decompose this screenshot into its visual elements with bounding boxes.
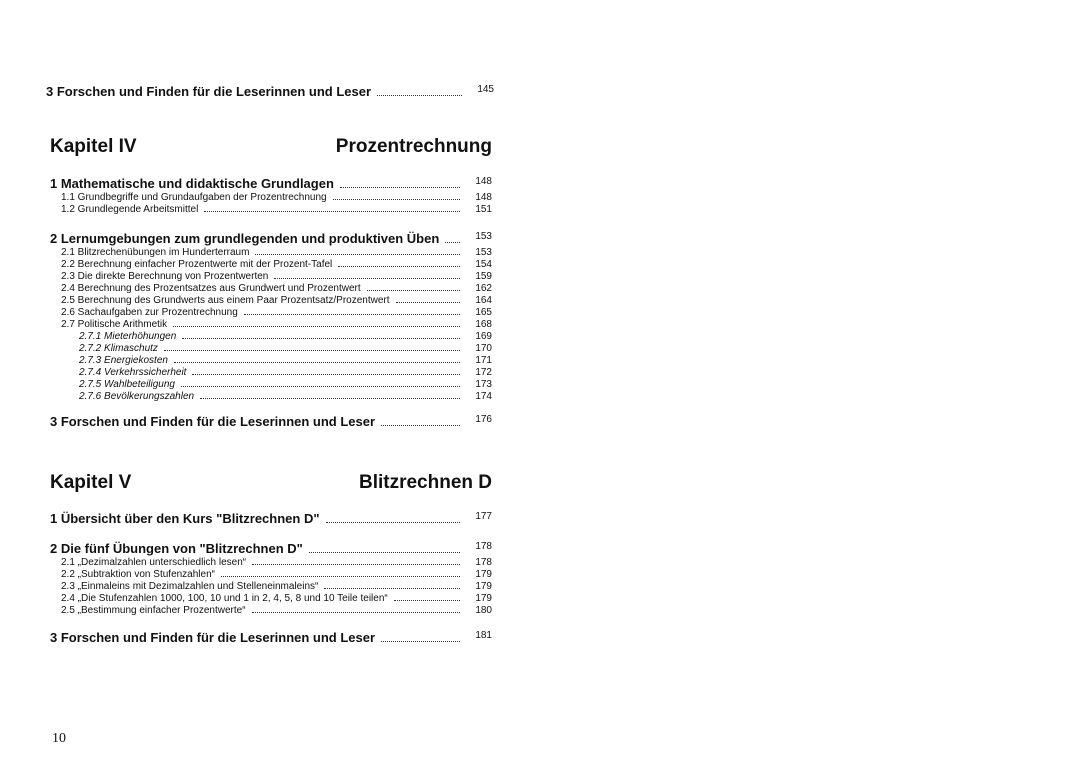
toc-page-number: 181 xyxy=(475,630,492,641)
toc-entry-label: 2.5 Berechnung des Grundwerts aus einem Paar Prozentsatz/Prozentwert xyxy=(61,295,390,306)
toc-entry-label: 2.7.6 Bevölkerungszahlen xyxy=(79,391,195,402)
toc-page-number: 170 xyxy=(475,343,492,354)
toc-subsection-row xyxy=(50,319,492,331)
toc-entry-label: 2.5 „Bestimmung einfacher Prozentwerte“ xyxy=(61,605,246,616)
leader-dots xyxy=(204,211,460,212)
toc-page-number: 169 xyxy=(475,331,492,342)
leader-dots xyxy=(174,362,460,363)
toc-entry-label: 1.1 Grundbegriffe und Grundaufgaben der Prozentrechnung xyxy=(61,192,327,203)
toc-entry-label: 3 Forschen und Finden für die Leserinnen und Leser xyxy=(50,414,376,429)
toc-section-row xyxy=(46,84,494,100)
toc-section-row xyxy=(50,541,492,557)
leader-dots xyxy=(324,588,460,589)
toc-page-number: 174 xyxy=(475,391,492,402)
leader-dots xyxy=(221,576,460,577)
toc-entry-label: 2.1 „Dezimalzahlen unterschiedlich lesen“ xyxy=(61,557,247,568)
toc-page-number: 162 xyxy=(475,283,492,294)
chapter-4-heading xyxy=(50,136,492,158)
chapter-title: Prozentrechnung xyxy=(335,136,492,157)
toc-subsubsection-row xyxy=(50,379,492,391)
toc-subsubsection-row xyxy=(50,367,492,379)
toc-page-number: 148 xyxy=(475,176,492,187)
chapter-5-heading xyxy=(50,472,492,494)
toc-page-number: 176 xyxy=(475,414,492,425)
leader-dots xyxy=(445,242,460,243)
leader-dots xyxy=(181,386,460,387)
toc-page-number: 145 xyxy=(477,84,494,95)
toc-section-row xyxy=(50,630,492,646)
leader-dots xyxy=(200,398,460,399)
chapter-4-section-1 xyxy=(50,176,492,216)
toc-page-number: 179 xyxy=(475,593,492,604)
toc-entry-label: 2.2 Berechnung einfacher Prozentwerte mit der Prozent-Tafel xyxy=(61,259,333,270)
toc-entry-label: 2.4 „Die Stufenzahlen 1000, 100, 10 und 1 in 2, 4, 5, 8 und 10 Teile teilen“ xyxy=(61,593,388,604)
toc-subsection-row xyxy=(50,307,492,319)
toc-page-number: 172 xyxy=(475,367,492,378)
leader-dots xyxy=(164,350,460,351)
chapter-5-section-2 xyxy=(50,541,492,617)
toc-entry-label: 3 Forschen und Finden für die Leserinnen und Leser xyxy=(50,630,376,645)
toc-subsection-row xyxy=(50,204,492,216)
toc-page-number: 151 xyxy=(475,204,492,215)
leader-dots xyxy=(340,187,460,188)
chapter-5-section-1 xyxy=(50,511,492,527)
toc-entry-label: 2.3 Die direkte Berechnung von Prozentwerten xyxy=(61,271,269,282)
toc-entry-label: 2.6 Sachaufgaben zur Prozentrechnung xyxy=(61,307,238,318)
toc-entry-label: 2.1 Blitzrechenübungen im Hunderterraum xyxy=(61,247,250,258)
toc-entry-label: 2.7.4 Verkehrssicherheit xyxy=(79,367,187,378)
leader-dots xyxy=(367,290,460,291)
toc-page-number: 168 xyxy=(475,319,492,330)
leader-dots xyxy=(255,254,460,255)
toc-entry-label: 2.4 Berechnung des Prozentsatzes aus Grundwert und Prozentwert xyxy=(61,283,361,294)
toc-section-row xyxy=(50,231,492,247)
toc-page-number: 159 xyxy=(475,271,492,282)
toc-entry-label: 2 Die fünf Übungen von "Blitzrechnen D" xyxy=(50,541,303,556)
leader-dots xyxy=(396,302,460,303)
toc-subsection-row xyxy=(50,605,492,617)
toc-subsection-row xyxy=(50,192,492,204)
chapter-4-section-2 xyxy=(50,231,492,403)
toc-subsection-row xyxy=(50,581,492,593)
chapter-label: Kapitel IV xyxy=(50,136,137,157)
toc-page-number: 173 xyxy=(475,379,492,390)
toc-page-number: 179 xyxy=(475,581,492,592)
toc-section-row xyxy=(50,511,492,527)
leader-dots xyxy=(377,95,462,96)
toc-subsection-row xyxy=(50,271,492,283)
toc-subsubsection-row xyxy=(50,343,492,355)
toc-subsection-row xyxy=(50,295,492,307)
leader-dots xyxy=(381,641,460,642)
leader-dots xyxy=(381,425,460,426)
chapter-title: Blitzrechnen D xyxy=(358,472,492,493)
toc-section-row xyxy=(50,414,492,430)
toc-entry-label: 2.7 Politische Arithmetik xyxy=(61,319,168,330)
toc-section-row xyxy=(50,176,492,192)
toc-subsection-row xyxy=(50,283,492,295)
leader-dots xyxy=(244,314,460,315)
toc-entry-label: 1.2 Grundlegende Arbeitsmittel xyxy=(61,204,199,215)
toc-page-number: 164 xyxy=(475,295,492,306)
toc-entry-label: 2.7.2 Klimaschutz xyxy=(79,343,158,354)
toc-subsection-row xyxy=(50,247,492,259)
leader-dots xyxy=(182,338,460,339)
toc-page-number: 180 xyxy=(475,605,492,616)
toc-page-number: 153 xyxy=(475,231,492,242)
leader-dots xyxy=(173,326,460,327)
leader-dots xyxy=(252,564,460,565)
toc-top-entry xyxy=(46,84,494,100)
toc-subsubsection-row xyxy=(50,391,492,403)
leader-dots xyxy=(333,199,460,200)
leader-dots xyxy=(394,600,460,601)
toc-page-number: 153 xyxy=(475,247,492,258)
chapter-4-section-3 xyxy=(50,414,492,430)
toc-entry-label: 1 Übersicht über den Kurs "Blitzrechnen D" xyxy=(50,511,320,526)
toc-page-number: 179 xyxy=(475,569,492,580)
leader-dots xyxy=(252,612,460,613)
toc-entry-label: 2.7.5 Wahlbeteiligung xyxy=(79,379,175,390)
toc-page-number: 177 xyxy=(475,511,492,522)
toc-entry-label: 2.2 „Subtraktion von Stufenzahlen“ xyxy=(61,569,215,580)
toc-entry-label: 2.7.1 Mieterhöhungen xyxy=(79,331,177,342)
toc-page-number: 178 xyxy=(475,557,492,568)
leader-dots xyxy=(192,374,460,375)
toc-entry-label: 3 Forschen und Finden für die Leserinnen und Leser xyxy=(46,84,372,99)
toc-page-number: 171 xyxy=(475,355,492,366)
toc-entry-label: 2.7.3 Energiekosten xyxy=(79,355,168,366)
toc-page-number: 154 xyxy=(475,259,492,270)
toc-entry-label: 2 Lernumgebungen zum grundlegenden und produktiven Üben xyxy=(50,231,440,246)
toc-subsubsection-row xyxy=(50,355,492,367)
leader-dots xyxy=(338,266,460,267)
toc-subsection-row xyxy=(50,259,492,271)
leader-dots xyxy=(274,278,460,279)
leader-dots xyxy=(326,522,461,523)
toc-entry-label: 2.3 „Einmaleins mit Dezimalzahlen und Stelleneinmaleins“ xyxy=(61,581,319,592)
toc-subsubsection-row xyxy=(50,331,492,343)
toc-page-number: 165 xyxy=(475,307,492,318)
toc-subsection-row xyxy=(50,593,492,605)
toc-subsection-row xyxy=(50,569,492,581)
toc-subsection-row xyxy=(50,557,492,569)
leader-dots xyxy=(309,552,460,553)
toc-page-number: 178 xyxy=(475,541,492,552)
toc-page-number: 148 xyxy=(475,192,492,203)
chapter-label: Kapitel V xyxy=(50,472,132,493)
toc-entry-label: 1 Mathematische und didaktische Grundlagen xyxy=(50,176,334,191)
chapter-5-section-3 xyxy=(50,630,492,646)
page-number: 10 xyxy=(52,731,66,746)
